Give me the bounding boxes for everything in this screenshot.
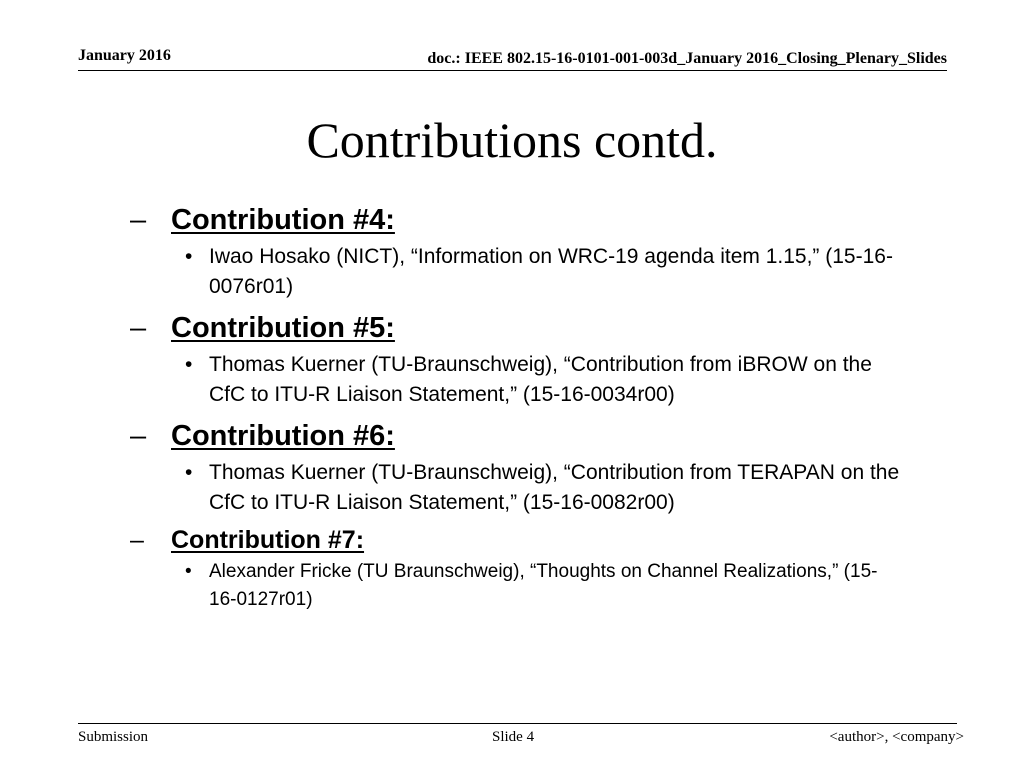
- contribution-detail: [130, 458, 900, 518]
- contribution-detail: [130, 350, 900, 410]
- contribution-5-title: Contribution #5:: [171, 312, 395, 344]
- contribution-heading: [130, 198, 900, 242]
- contribution-6-text: Thomas Kuerner (TU-Braunschweig), “Contribution from TERAPAN on the CfC to ITU-R Liaison Statement,” (15-16-0082r00): [209, 461, 900, 514]
- contribution-4-text: Iwao Hosako (NICT), “Information on WRC-19 agenda item 1.15,” (15-16-0076r01): [209, 245, 893, 298]
- contribution-7-text: Alexander Fricke (TU Braunschweig), “Thoughts on Channel Realizations,” (15-16-0127r01): [209, 561, 878, 610]
- contribution-heading: [130, 522, 900, 558]
- bullet-marker: •: [185, 561, 192, 582]
- contribution-6-title: Contribution #6:: [171, 420, 395, 452]
- footer-submission: Submission: [78, 729, 149, 745]
- bullet-marker: •: [185, 353, 193, 376]
- header-divider: [78, 70, 947, 71]
- contribution-5-text: Thomas Kuerner (TU-Braunschweig), “Contribution from iBROW on the CfC to ITU-R Liaison Statement,” (15-16-0034r00): [209, 353, 872, 406]
- header-doc-id: doc.: IEEE 802.15-16-0101-001-003d_January 2016_Closing_Plenary_Slides: [427, 50, 947, 67]
- footer-divider: [78, 723, 957, 724]
- slide-title: Contributions contd.: [306, 112, 718, 168]
- header-date: January 2016: [78, 47, 171, 64]
- bullet-marker: •: [185, 461, 193, 484]
- contribution-heading: [130, 306, 900, 350]
- contribution-heading: [130, 414, 900, 458]
- bullet-marker: •: [185, 245, 193, 268]
- contribution-4-title: Contribution #4:: [171, 204, 395, 236]
- contribution-detail: [130, 558, 900, 614]
- dash-marker: –: [130, 312, 147, 344]
- footer-author: <author>, <company>: [829, 729, 964, 745]
- dash-marker: –: [130, 526, 144, 554]
- footer-slide-number: Slide 4: [492, 729, 535, 745]
- contribution-7-title: Contribution #7:: [171, 526, 365, 554]
- dash-marker: –: [130, 204, 147, 236]
- slide-body: [130, 198, 900, 618]
- contribution-detail: [130, 242, 900, 302]
- dash-marker: –: [130, 420, 147, 452]
